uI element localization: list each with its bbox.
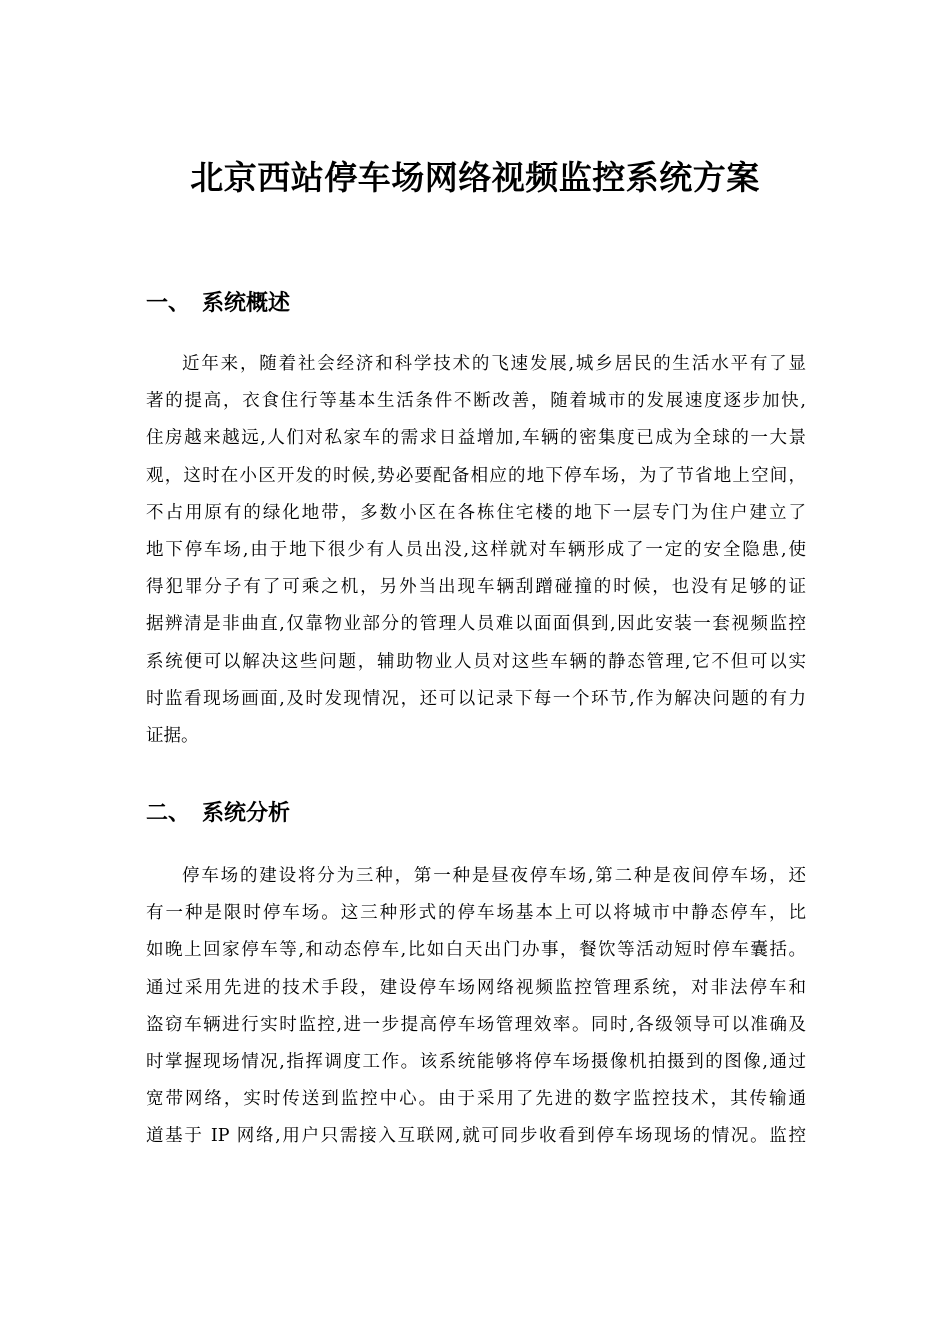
text-line: 地下停车场,由于地下很少有人员出没,这样就对车辆形成了一定的安全隐患,使 — [146, 539, 806, 560]
text-line: 如晚上回家停车等,和动态停车,比如白天出门办事，餐饮等活动短时停车囊括。 — [146, 940, 806, 961]
text-line: 住房越来越远,人们对私家车的需求日益增加,车辆的密集度已成为全球的一大景 — [146, 428, 806, 449]
text-line: 据辨清是非曲直,仅靠物业部分的管理人员难以面面俱到,因此安装一套视频监控 — [146, 614, 806, 635]
text-line: 有一种是限时停车场。这三种形式的停车场基本上可以将城市中静态停车，比 — [146, 903, 806, 924]
section-heading-analysis — [146, 798, 290, 830]
section-number: 二、 — [146, 801, 191, 826]
text-line: 盗窃车辆进行实时监控,进一步提高停车场管理效率。同时,各级领导可以准确及 — [146, 1014, 806, 1035]
text-line: 系统便可以解决这些问题，辅助物业人员对这些车辆的静态管理,它不但可以实 — [146, 651, 806, 672]
section-title: 系统概述 — [202, 291, 291, 316]
text-line: 时监看现场画面,及时发现情况，还可以记录下每一个环节,作为解决问题的有力 — [146, 688, 806, 709]
document-title: 北京西站停车场网络视频监控系统方案 — [190, 158, 760, 197]
text-line: 证据。 — [146, 725, 199, 746]
text-line: 得犯罪分子有了可乘之机，另外当出现车辆刮蹭碰撞的时候，也没有足够的证 — [146, 577, 806, 598]
text-line: 不占用原有的绿化地带，多数小区在各栋住宅楼的地下一层专门为住户建立了 — [146, 502, 806, 523]
paragraph-analysis — [146, 858, 806, 1156]
text-line: 通过采用先进的技术手段，建设停车场网络视频监控管理系统，对非法停车和 — [146, 977, 806, 998]
text-line: 时掌握现场情况,指挥调度工作。该系统能够将停车场摄像机拍摄到的图像,通过 — [146, 1051, 806, 1072]
text-line: 停车场的建设将分为三种，第一种是昼夜停车场,第二种是夜间停车场，还 — [182, 866, 806, 886]
text-line: 宽带网络，实时传送到监控中心。由于采用了先进的数字监控技术，其传输通 — [146, 1089, 806, 1110]
section-title: 系统分析 — [202, 801, 291, 826]
paragraph-overview — [146, 346, 806, 755]
text-line: 观，这时在小区开发的时候,势必要配备相应的地下停车场，为了节省地上空间， — [146, 465, 806, 486]
text-line: 近年来，随着社会经济和科学技术的飞速发展,城乡居民的生活水平有了显 — [182, 354, 806, 374]
text-line: 道基于 IP 网络,用户只需接入互联网,就可同步收看到停车场现场的情况。监控 — [146, 1126, 806, 1147]
text-line: 著的提高，衣食住行等基本生活条件不断改善，随着城市的发展速度逐步加快, — [146, 391, 806, 412]
section-number: 一、 — [146, 291, 191, 316]
section-heading-overview — [146, 288, 290, 320]
